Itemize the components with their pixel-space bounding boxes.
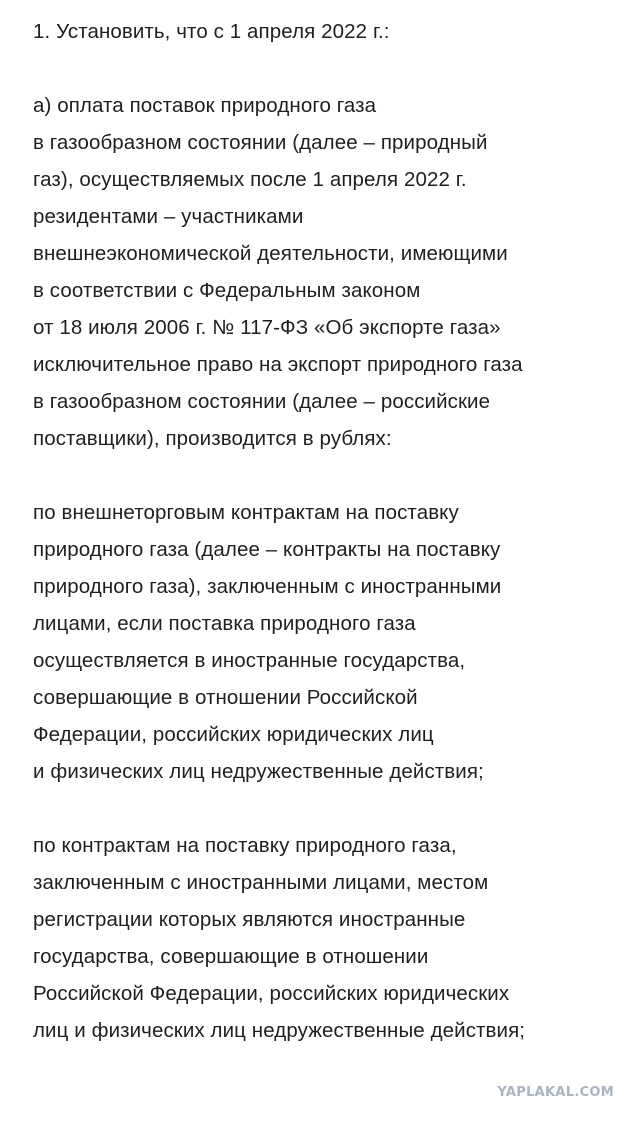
paragraph-line: внешнеэкономической деятельности, имеющими: [33, 242, 508, 265]
paragraph-gap: [33, 457, 633, 494]
paragraph-line: Российской Федерации, российских юридических: [33, 982, 510, 1005]
paragraph-line: по внешнеторговым контрактам на поставку: [33, 501, 459, 524]
paragraph-foreign-trade-contracts: [33, 494, 633, 790]
paragraph-line: а) оплата поставок природного газа: [33, 94, 377, 117]
paragraph-line: Федерации, российских юридических лиц: [33, 723, 434, 746]
document-body: [33, 13, 633, 1049]
paragraph-a: [33, 87, 633, 457]
paragraph-line: по контрактам на поставку природного газа,: [33, 834, 457, 857]
paragraph-line: исключительное право на экспорт природного газа: [33, 353, 523, 376]
paragraph-line: природного газа), заключенным с иностранными: [33, 575, 502, 598]
paragraph-line: осуществляется в иностранные государства,: [33, 649, 466, 672]
paragraph-contracts-registration: [33, 827, 633, 1049]
paragraph-line: в газообразном состоянии (далее – природный: [33, 131, 488, 154]
paragraph-line: в газообразном состоянии (далее – российские: [33, 390, 491, 413]
paragraph-line: государства, совершающие в отношении: [33, 945, 429, 968]
paragraph-line: в соответствии с Федеральным законом: [33, 279, 421, 302]
document-heading: 1. Установить, что с 1 апреля 2022 г.:: [33, 20, 390, 43]
paragraph-line: природного газа (далее – контракты на поставку: [33, 538, 501, 561]
paragraph-gap: [33, 50, 633, 87]
paragraph-line: резидентами – участниками: [33, 205, 304, 228]
paragraph-line: поставщики), производится в рублях:: [33, 427, 392, 450]
paragraph-line: от 18 июля 2006 г. № 117-ФЗ «Об экспорте газа»: [33, 316, 501, 339]
paragraph-line: лиц и физических лиц недружественные действия;: [33, 1019, 526, 1042]
paragraph-line: газ), осуществляемых после 1 апреля 2022 г.: [33, 168, 467, 191]
paragraph-line: лицами, если поставка природного газа: [33, 612, 416, 635]
watermark: YAPLAKAL.COM: [497, 1085, 614, 1100]
paragraph-line: заключенным с иностранными лицами, местом: [33, 871, 489, 894]
paragraph-line: совершающие в отношении Российской: [33, 686, 418, 709]
paragraph-line: регистрации которых являются иностранные: [33, 908, 466, 931]
paragraph-gap: [33, 790, 633, 827]
paragraph-line: и физических лиц недружественные действия;: [33, 760, 484, 783]
